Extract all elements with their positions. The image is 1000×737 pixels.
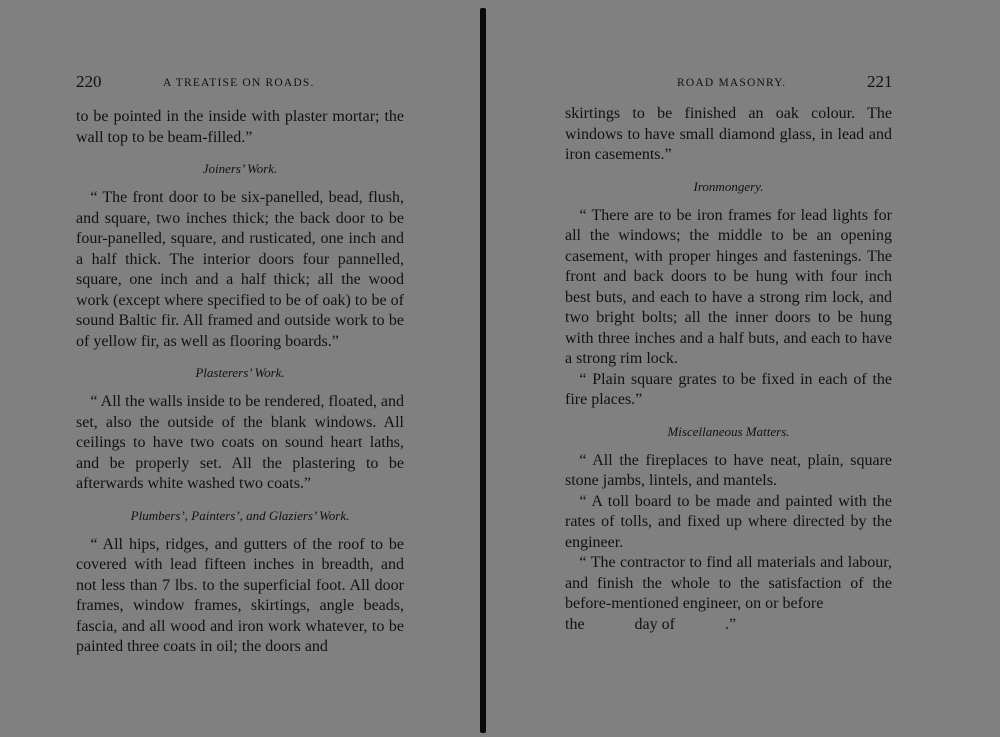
left-opening-paragraph: to be pointed in the inside with plaster mortar; the wall top to be beam-filled.”	[76, 108, 404, 146]
paragraph-ironmongery-grates: “ Plain square grates to be fixed in each of the fire places.”	[565, 370, 892, 408]
left-page	[0, 0, 482, 737]
section-heading-joiners: Joiners’ Work.	[202, 161, 278, 176]
section-heading-ironmongery: Ironmongery.	[693, 178, 764, 194]
right-running-head: ROAD MASONRY.	[677, 77, 787, 89]
right-page-number: 221	[867, 72, 893, 91]
section-heading-miscellaneous: Miscellaneous Matters.	[667, 423, 790, 439]
left-page-number: 220	[76, 72, 102, 91]
closing-end-mark: .”	[724, 615, 737, 633]
paragraph-plasterers: “ All the walls inside to be rendered, floated, and set, also the outside of the blank windows. All ceilings to have two coats on sound heart laths, and be properly set. All the plastering to be afterwards white washed two coats.”	[76, 393, 404, 492]
section-heading-plasterers: Plasterers’ Work.	[195, 365, 285, 380]
right-page	[492, 0, 1000, 737]
closing-word-the: the	[565, 615, 585, 633]
paragraph-misc-fireplaces: “ All the fireplaces to have neat, plain, square stone jambs, lintels, and mantels.	[565, 451, 892, 489]
left-running-head: A TREATISE ON ROADS.	[163, 77, 315, 89]
closing-day-of: day of	[634, 615, 675, 633]
right-opening-paragraph: skirtings to be finished an oak colour. The windows to have small diamond glass, in lead and iron casements.”	[565, 105, 892, 163]
closing-line	[565, 615, 892, 636]
paragraph-misc-toll-board: “ A toll board to be made and painted with the rates of tolls, and fixed up where directed by the engineer.	[565, 492, 892, 551]
right-text-column	[565, 104, 892, 635]
paragraph-joiners: “ The front door to be six-panelled, bead, flush, and square, two inches thick; the back door to be four-panelled, square, and rusticated, one inch and a half thick. The interior doors four pannelled, square, one inch and a half thick; all the wood work (except where specified to be of oak) to be of sound Baltic fir. All framed and outside work to be of yellow fir, as well as flooring boards.”	[76, 189, 404, 350]
paragraph-plumbers: “ All hips, ridges, and gutters of the roof to be covered with lead fifteen inches in breadth, and not less than 7 lbs. to the superficial foot. All door frames, window frames, skirtings, angle beads, fascia, and all wood and iron work whatever, to be painted three coats in oil; the doors and	[76, 535, 404, 655]
left-text-column	[76, 107, 404, 658]
section-heading-plumbers: Plumbers’, Painters’, and Glaziers’ Work.	[130, 507, 350, 523]
paragraph-ironmongery-frames: “ There are to be iron frames for lead lights for all the windows; the middle to be an opening casement, with proper hinges and fastenings. The front and back doors to be hung with four inch best buts, and each to have a strong rim lock, and two bright bolts; all the inner doors to be hung with three inches and a half buts, and each to have a strong rim lock.	[565, 206, 892, 367]
paragraph-misc-contractor: “ The contractor to find all materials and labour, and finish the whole to the satisfaction of the before-mentioned engineer, on or before	[565, 554, 892, 612]
